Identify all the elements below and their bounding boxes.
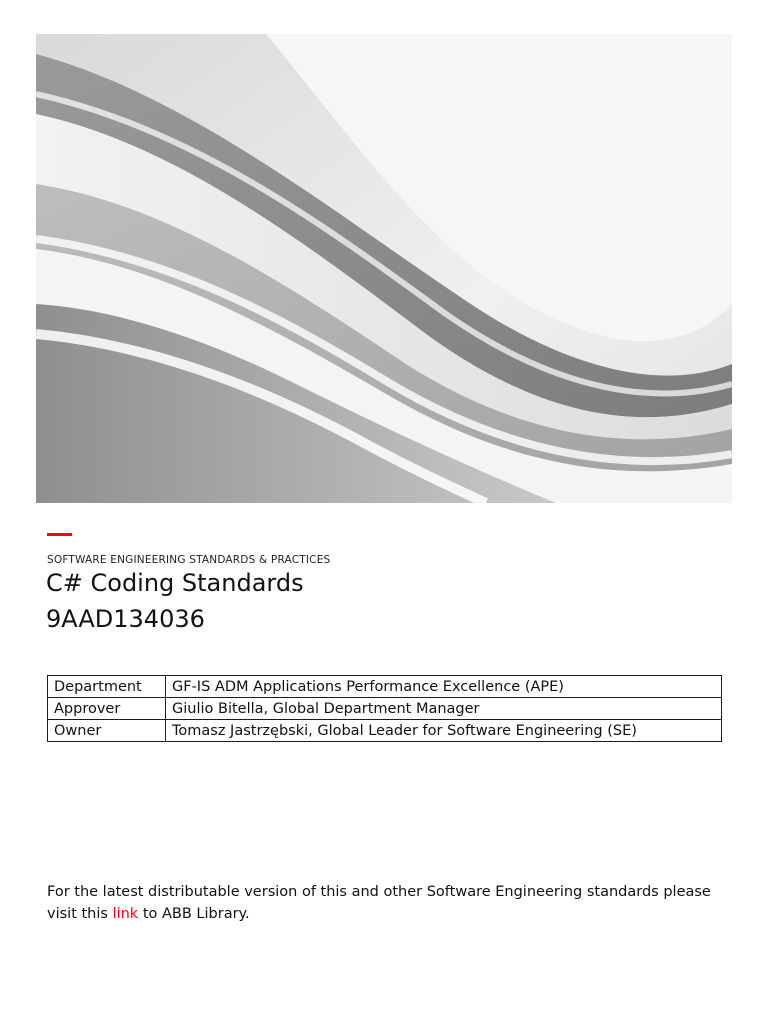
- table-cell-key: Department: [48, 676, 166, 698]
- table-cell-key: Owner: [48, 720, 166, 742]
- document-info-table: [47, 675, 722, 742]
- table-cell-value: Tomasz Jastrzębski, Global Leader for Software Engineering (SE): [166, 720, 722, 742]
- table-cell-value: Giulio Bitella, Global Department Manager: [166, 698, 722, 720]
- abb-library-link[interactable]: link: [112, 906, 139, 922]
- document-category: SOFTWARE ENGINEERING STANDARDS & PRACTICES: [47, 554, 331, 566]
- abstract-curves-graphic: [36, 34, 732, 503]
- notice-text-before: For the latest distributable version of this and other Software Engineering standards please visit this: [47, 884, 711, 922]
- table-cell-value: GF-IS ADM Applications Performance Excellence (APE): [166, 676, 722, 698]
- document-id: 9AAD134036: [46, 605, 205, 633]
- table-row: [48, 698, 722, 720]
- table-row: [48, 676, 722, 698]
- library-notice: [47, 881, 737, 925]
- table-cell-key: Approver: [48, 698, 166, 720]
- document-title: C# Coding Standards: [46, 569, 304, 597]
- cover-image: [36, 34, 732, 503]
- notice-text-after: to ABB Library.: [138, 906, 250, 922]
- table-row: [48, 720, 722, 742]
- accent-bar: [47, 533, 72, 536]
